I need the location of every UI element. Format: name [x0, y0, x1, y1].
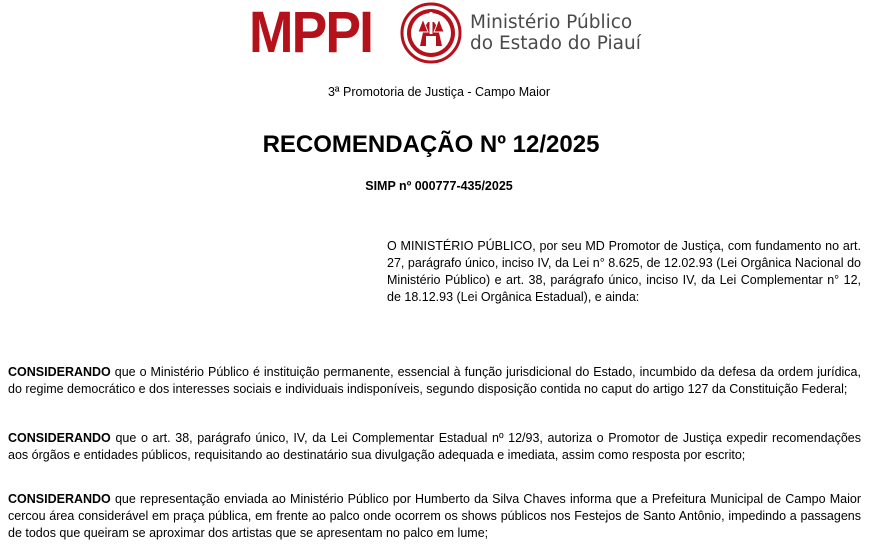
considerando-keyword: CONSIDERANDO — [8, 492, 111, 506]
document-header — [0, 0, 878, 70]
considerando-keyword: CONSIDERANDO — [8, 431, 111, 445]
simp-number: SIMP nº 000777-435/2025 — [365, 179, 513, 193]
paragraph-text: que o Ministério Público é instituição permanente, essencial à função jurisdicional do Estado, incumbido da defesa da ordem jurídica, do regime democrático e dos interesses sociais e individuais indisponíveis, segundo disposição contida no caput do artigo 127 da Constituição Federal; — [8, 365, 861, 396]
considerando-paragraph-3 — [8, 491, 861, 542]
document-title: RECOMENDAÇÃO Nº 12/2025 — [262, 131, 600, 158]
mppi-logo-text: MPPI — [249, 0, 373, 65]
seal-icon — [400, 2, 462, 64]
institution-name — [470, 12, 641, 54]
institution-line-1: Ministério Público — [470, 12, 633, 33]
institution-line-2: do Estado do Piauí — [470, 33, 641, 54]
considerando-paragraph-2 — [8, 430, 861, 464]
considerando-keyword: CONSIDERANDO — [8, 365, 111, 379]
paragraph-text: que representação enviada ao Ministério Público por Humberto da Silva Chaves informa que a Prefeitura Municipal de Campo Maior cercou área considerável em praça pública, em frente ao palco onde ocorrem os shows públicos nos Festejos de Santo Antônio, impedindo a passagens de todos que queiram se aproximar dos artistas que se apresentam no palco em lume; — [8, 492, 861, 540]
promotoria-subtitle: 3ª Promotoria de Justiça - Campo Maior — [327, 85, 551, 99]
intro-paragraph: O MINISTÉRIO PÚBLICO, por seu MD Promotor de Justiça, com fundamento no art. 27, parágrafo único, inciso IV, da Lei n° 8.625, de 12.02.93 (Lei Orgânica Nacional do Ministério Público) e art. 38, parágrafo único, inciso IV, da Lei Complementar n° 12, de 18.12.93 (Lei Orgânica Estadual), e ainda: — [387, 239, 861, 304]
paragraph-text: que o art. 38, parágrafo único, IV, da Lei Complementar Estadual nº 12/93, autoriza o Promotor de Justiça expedir recomendações aos órgãos e entidades públicos, requisitando ao destinatário sua divulgação adequada e imediata, assim como resposta por escrito; — [8, 431, 861, 462]
considerando-paragraph-1 — [8, 364, 861, 398]
